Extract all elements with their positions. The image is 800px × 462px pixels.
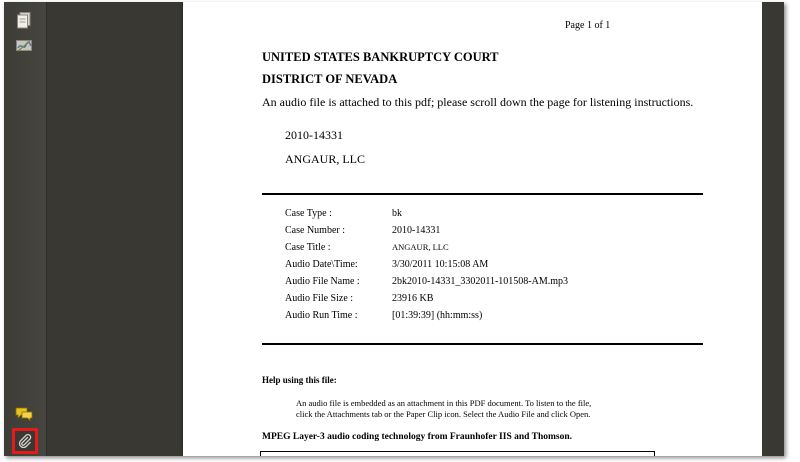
detail-value: 23916 KB bbox=[392, 293, 434, 304]
pdf-viewer-window bbox=[4, 2, 784, 456]
detail-label: Case Title : bbox=[285, 242, 331, 253]
help-text-line: click the Attachments tab or the Paper Clip icon. Select the Audio File and click Open. bbox=[296, 409, 591, 419]
vertical-scrollbar[interactable] bbox=[762, 2, 784, 456]
paperclip-icon bbox=[18, 434, 32, 448]
document-area[interactable] bbox=[47, 2, 784, 456]
detail-value: 3/30/2011 10:15:08 AM bbox=[392, 259, 489, 270]
pages-panel-button[interactable] bbox=[12, 8, 36, 32]
comments-icon bbox=[15, 407, 33, 421]
detail-label: Audio File Name : bbox=[285, 276, 360, 287]
signatures-panel-button[interactable] bbox=[12, 34, 36, 58]
pdf-page bbox=[183, 2, 763, 456]
divider-top bbox=[262, 193, 703, 195]
detail-value: ANGAUR, LLC bbox=[392, 242, 449, 252]
signatures-icon bbox=[16, 39, 33, 53]
comments-panel-button[interactable] bbox=[12, 402, 36, 426]
court-name: UNITED STATES BANKRUPTCY COURT bbox=[262, 50, 499, 64]
case-number-heading: 2010-14331 bbox=[285, 128, 343, 142]
case-name-heading: ANGAUR, LLC bbox=[285, 152, 365, 166]
detail-label: Case Type : bbox=[285, 208, 332, 219]
detail-label: Audio Run Time : bbox=[285, 310, 358, 321]
detail-value: 2010-14331 bbox=[392, 225, 441, 236]
audio-notice-text: An audio file is attached to this pdf; please scroll down the page for listening instructions. bbox=[262, 95, 694, 109]
detail-label: Audio File Size : bbox=[285, 293, 354, 304]
page-number-label: Page 1 of 1 bbox=[565, 20, 611, 31]
divider-bottom bbox=[262, 343, 703, 345]
navigation-pane bbox=[4, 2, 47, 456]
detail-value: 2bk2010-14331_3302011-101508-AM.mp3 bbox=[392, 276, 569, 287]
help-text-line: An audio file is embedded as an attachment in this PDF document. To listen to the file, bbox=[296, 398, 592, 408]
detail-value: [01:39:39] (hh:mm:ss) bbox=[392, 310, 483, 321]
embedded-file-box[interactable] bbox=[260, 451, 655, 456]
pages-icon bbox=[17, 12, 31, 29]
help-heading: Help using this file: bbox=[262, 375, 337, 385]
district-name: DISTRICT OF NEVADA bbox=[262, 72, 398, 86]
mpeg-credit: MPEG Layer-3 audio coding technology from Fraunhofer IIS and Thomson. bbox=[262, 432, 573, 442]
detail-label: Audio Date\Time: bbox=[285, 259, 358, 270]
detail-value: bk bbox=[392, 208, 402, 219]
detail-label: Case Number : bbox=[285, 225, 345, 236]
attachments-panel-button[interactable] bbox=[12, 428, 38, 454]
